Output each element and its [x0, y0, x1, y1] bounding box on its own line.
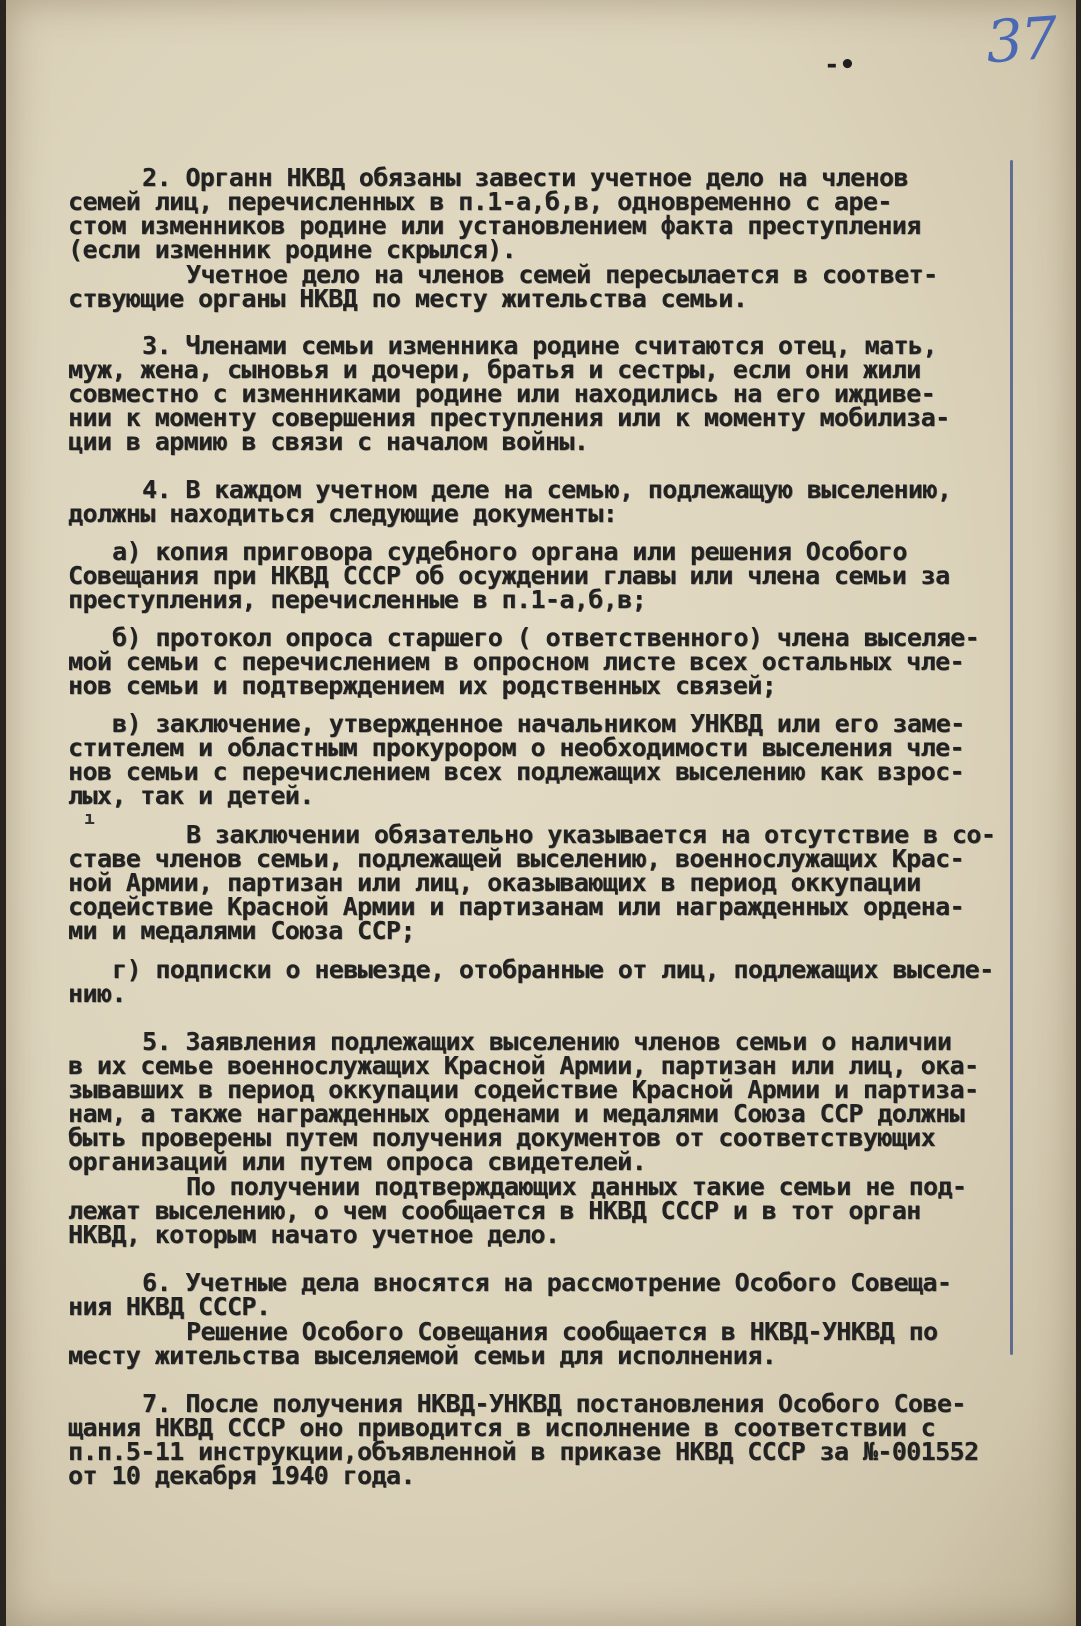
text-line: ции в армию в связи с началом войны.	[68, 427, 589, 456]
text-line: организаций или путем опроса свидетелей.	[68, 1147, 647, 1176]
text-line: семей лиц, перечисленных в п.1-а,б,в, одновременно с аре-	[68, 187, 892, 216]
text-line: должны находиться следующие документы:	[68, 499, 618, 528]
text-line: По получении подтверждающих данных такие семьи не под-	[186, 1172, 967, 1201]
text-line: быть проверены путем получения документов от соответствующих	[68, 1123, 936, 1152]
text-line: а) копия приговора судебного органа или решения Особого	[112, 537, 907, 566]
text-line: нию.	[68, 979, 126, 1008]
margin-pencil-line	[1010, 160, 1013, 1355]
text-line: нии к моменту совершения преступления или к моменту мобилиза-	[68, 403, 950, 432]
text-line: 4. В каждом учетном деле на семью, подлежащую выселению,	[142, 475, 952, 504]
text-line: В заключении обязательно указывается на отсутствие в со-	[186, 820, 996, 849]
text-line: 2. Органн НКВД обязаны завести учетное дело на членов	[142, 163, 908, 192]
text-line: содействие Красной Армии и партизанам или награжденных ордена-	[68, 892, 964, 921]
text-line: нов семьи и подтверждением их родственных связей;	[68, 671, 777, 700]
top-dash-mark: -•	[824, 50, 856, 80]
text-line: мой семьи с перечислением в опросном листе всех остальных чле-	[68, 647, 964, 676]
text-line: ствующие органы НКВД по месту жительства семьи.	[68, 284, 748, 313]
document-page	[6, 0, 1076, 1626]
text-line: преступления, перечисленные в п.1-а,б,в;	[68, 585, 647, 614]
text-line: 7. После получения НКВД-УНКВД постановления Особого Сове-	[142, 1389, 966, 1418]
text-line: г) подписки о невыезде, отобранные от лиц, подлежащих выселе-	[112, 955, 994, 984]
text-line: стом изменников родине или установлением факта преступления	[68, 211, 921, 240]
text-line: б) протокол опроса старшего ( ответственного) члена выселяе-	[112, 623, 980, 652]
text-line: 3. Членами семьи изменника родине считаются отец, мать,	[142, 331, 937, 360]
text-line: 5. Заявления подлежащих выселению членов семьи о наличии	[142, 1027, 952, 1056]
text-line: Учетное дело на членов семей пересылается в соответ-	[186, 260, 938, 289]
text-line: нам, а также награжденных орденами и медалями Союза ССР должны	[68, 1099, 964, 1128]
margin-tick-mark: ı	[84, 808, 95, 829]
text-line: в) заключение, утвержденное начальником УНКВД или его заме-	[112, 709, 965, 738]
handwritten-page-number: 37	[983, 3, 1059, 77]
text-line: Совещания при НКВД СССР об осуждении главы или члена семьи за	[68, 561, 950, 590]
text-line: совместно с изменниками родине или находились на его иждиве-	[68, 379, 936, 408]
text-line: Решение Особого Совещания сообщается в НКВД-УНКВД по	[186, 1317, 938, 1346]
text-line: от 10 декабря 1940 года.	[68, 1461, 415, 1490]
text-line: ния НКВД СССР.	[68, 1292, 271, 1321]
text-line: нов семьи с перечислением всех подлежащих выселению как взрос-	[68, 757, 964, 786]
text-line: лых, так и детей.	[68, 781, 314, 810]
text-line: зывавших в период оккупации содействие Красной Армии и партиза-	[68, 1075, 979, 1104]
text-line: лежат выселению, о чем сообщается в НКВД СССР и в тот орган	[68, 1196, 921, 1225]
text-line: ми и медалями Союза ССР;	[68, 916, 415, 945]
text-line: (если изменник родине скрылся).	[68, 235, 516, 264]
text-line: в их семье военнослужащих Красной Армии, партизан или лиц, ока-	[68, 1051, 979, 1080]
text-line: ставе членов семьи, подлежащей выселению, военнослужащих Крас-	[68, 844, 964, 873]
text-line: щания НКВД СССР оно приводится в исполнение в соответствии с	[68, 1413, 936, 1442]
text-line: 6. Учетные дела вносятся на рассмотрение Особого Совеща-	[142, 1268, 952, 1297]
text-line: стителем и областным прокурором о необходимости выселения чле-	[68, 733, 964, 762]
text-line: п.п.5-11 инструкции,объявленной в приказе НКВД СССР за №-001552	[68, 1437, 979, 1466]
text-line: ной Армии, партизан или лиц, оказывающих в период оккупации	[68, 868, 921, 897]
text-line: месту жительства выселяемой семьи для исполнения.	[68, 1341, 777, 1370]
text-line: НКВД, которым начато учетное дело.	[68, 1220, 560, 1249]
text-line: муж, жена, сыновья и дочери, братья и сестры, если они жили	[68, 355, 921, 384]
